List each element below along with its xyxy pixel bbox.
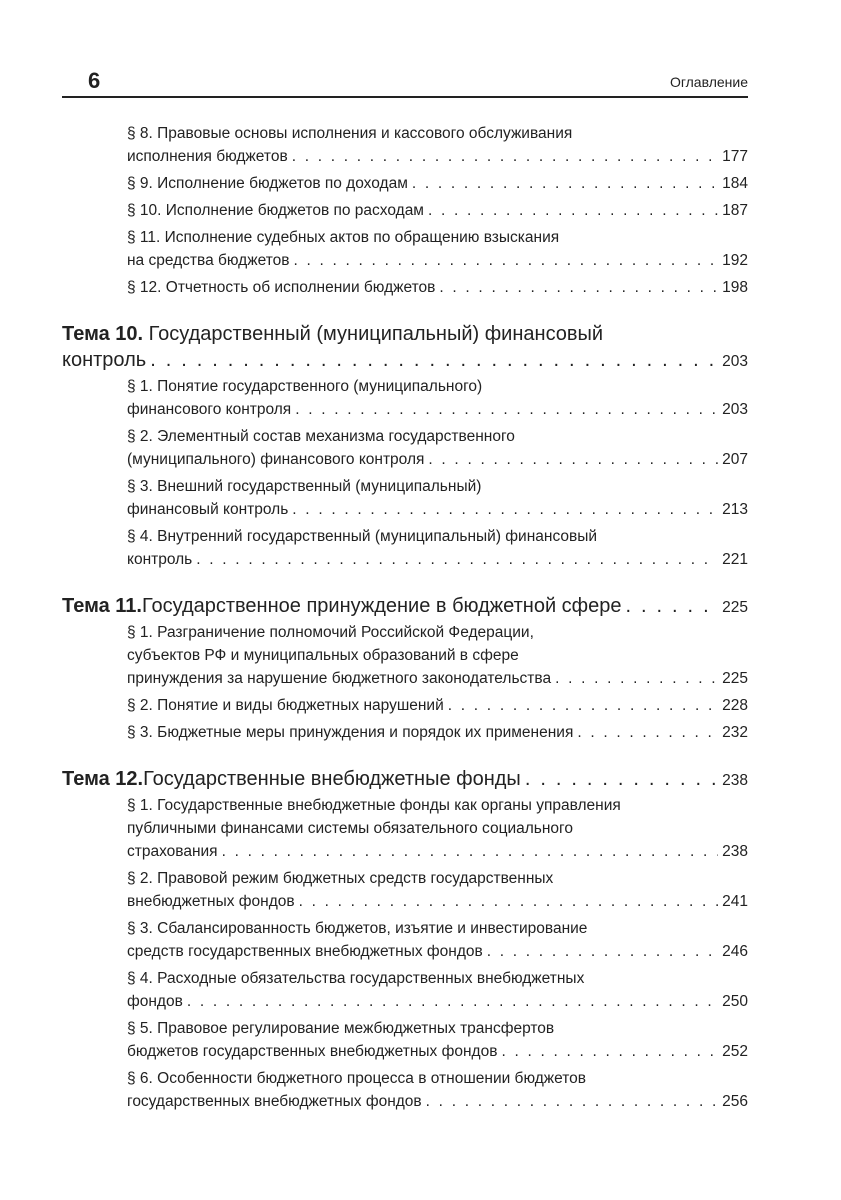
dot-leader (222, 840, 719, 863)
chapter-label: Тема 12. (62, 768, 144, 790)
entry-title: § 4. Внутренний государственный (муниципальный) финансовый (127, 528, 598, 545)
dot-leader (428, 199, 718, 222)
page-ref: 225 (722, 670, 748, 687)
toc-line (62, 347, 748, 373)
entry-title: бюджетов государственных внебюджетных фондов (127, 1043, 498, 1060)
toc-line (127, 840, 748, 863)
toc-line (127, 249, 748, 272)
entry-title: § 2. Правовой режим бюджетных средств государственных (127, 870, 554, 887)
toc-line (127, 940, 748, 963)
dot-leader (293, 249, 718, 272)
toc-section[interactable] (127, 475, 748, 521)
entry-title: внебюджетных фондов (127, 893, 295, 910)
toc-line (62, 766, 748, 792)
dot-leader (150, 347, 718, 373)
page-ref: 228 (722, 697, 748, 714)
entry-title: § 3. Внешний государственный (муниципальный) (127, 478, 482, 495)
entry-title: § 2. Элементный состав механизма государственного (127, 428, 515, 445)
entry-title: § 1. Разграничение полномочий Российской Федерации, (127, 624, 534, 641)
dot-leader (295, 398, 718, 421)
toc-section[interactable] (127, 425, 748, 471)
dot-leader (439, 276, 718, 299)
toc-section[interactable] (127, 967, 748, 1013)
toc-line (127, 721, 748, 744)
dot-leader (525, 766, 718, 792)
dot-leader (412, 172, 718, 195)
page-ref: 238 (722, 843, 748, 860)
toc-line (127, 990, 748, 1013)
dot-leader (448, 694, 718, 717)
toc-section[interactable] (127, 122, 748, 168)
page-ref: 184 (722, 175, 748, 192)
entry-title: Государственные внебюджетные фонды (143, 768, 521, 790)
dot-leader (426, 1090, 718, 1113)
toc-section[interactable] (127, 867, 748, 913)
toc-section[interactable] (127, 276, 748, 299)
toc-line (127, 967, 748, 990)
entry-title: контроль (62, 349, 147, 371)
page-ref: 207 (722, 451, 748, 468)
toc-line (127, 375, 748, 398)
toc-line (62, 321, 748, 347)
dot-leader (487, 940, 718, 963)
toc-line (127, 794, 748, 817)
dot-leader (626, 593, 719, 619)
entry-title: принуждения за нарушение бюджетного законодательства (127, 670, 552, 687)
chapter-label: Тема 10. (62, 323, 144, 345)
toc-line (127, 548, 748, 571)
toc-line (127, 1017, 748, 1040)
page-ref: 252 (722, 1043, 748, 1060)
entry-title: § 8. Правовые основы исполнения и кассового обслуживания (127, 125, 573, 142)
dot-leader (577, 721, 718, 744)
page-ref: 256 (722, 1093, 748, 1110)
toc-line (127, 667, 748, 690)
page-ref: 241 (722, 893, 748, 910)
toc-line (127, 525, 748, 548)
entry-title: субъектов РФ и муниципальных образований в сфере (127, 647, 519, 664)
toc-line (127, 1067, 748, 1090)
entry-title: Государственное принуждение в бюджетной сфере (142, 595, 622, 617)
entry-title: (муниципального) финансового контроля (127, 451, 425, 468)
page-header (62, 66, 748, 98)
toc-section[interactable] (127, 917, 748, 963)
toc-section[interactable] (127, 794, 748, 863)
toc-section[interactable] (127, 1017, 748, 1063)
toc-line (62, 593, 748, 619)
entry-title: § 2. Понятие и виды бюджетных нарушений (127, 697, 444, 714)
toc-section[interactable] (127, 226, 748, 272)
toc-line (127, 867, 748, 890)
toc-line (127, 448, 748, 471)
entry-title: финансового контроля (127, 401, 292, 418)
dot-leader (555, 667, 718, 690)
page-ref: 177 (722, 148, 748, 165)
toc-line (127, 817, 748, 840)
page-ref: 198 (722, 279, 748, 296)
entry-title: Государственный (муниципальный) финансовый (148, 323, 604, 345)
toc-section[interactable] (127, 721, 748, 744)
entry-title: контроль (127, 551, 193, 568)
toc-line (127, 425, 748, 448)
dot-leader (428, 448, 718, 471)
toc-line (127, 398, 748, 421)
toc-line (127, 621, 748, 644)
dot-leader (292, 145, 718, 168)
toc-line (127, 122, 748, 145)
entry-title: публичными финансами системы обязательного социального (127, 820, 573, 837)
dot-leader (299, 890, 719, 913)
toc-section[interactable] (127, 172, 748, 195)
toc-line (127, 475, 748, 498)
entry-title: финансовый контроль (127, 501, 289, 518)
toc-line (127, 890, 748, 913)
page-ref: 187 (722, 202, 748, 219)
entry-title: § 1. Государственные внебюджетные фонды как органы управления (127, 797, 621, 814)
entry-title: исполнения бюджетов (127, 148, 288, 165)
entry-title: § 1. Понятие государственного (муниципального) (127, 378, 483, 395)
dot-leader (292, 498, 718, 521)
toc-section[interactable] (127, 621, 748, 690)
toc-chapter[interactable] (62, 766, 748, 792)
entry-title: фондов (127, 993, 183, 1010)
entry-title: страхования (127, 843, 218, 860)
dot-leader (196, 548, 718, 571)
toc-section[interactable] (127, 525, 748, 571)
entry-title: § 3. Сбалансированность бюджетов, изъятие и инвестирование (127, 920, 588, 937)
entry-title: § 3. Бюджетные меры принуждения и порядок их применения (127, 724, 574, 741)
toc-line (127, 172, 748, 195)
toc-line (127, 498, 748, 521)
toc-section[interactable] (127, 199, 748, 222)
toc-line (127, 1090, 748, 1113)
entry-title: § 10. Исполнение бюджетов по расходам (127, 202, 424, 219)
table-of-contents (62, 122, 748, 1117)
toc-section[interactable] (127, 375, 748, 421)
toc-line (127, 1040, 748, 1063)
toc-line (127, 694, 748, 717)
toc-chapter[interactable] (62, 593, 748, 619)
chapter-label: Тема 11. (62, 595, 142, 617)
toc-section[interactable] (127, 1067, 748, 1113)
entry-title: на средства бюджетов (127, 252, 290, 269)
page-ref: 192 (722, 252, 748, 269)
entry-title: § 6. Особенности бюджетного процесса в отношении бюджетов (127, 1070, 587, 1087)
page-ref: 238 (722, 772, 748, 789)
page-ref: 246 (722, 943, 748, 960)
entry-title: средств государственных внебюджетных фондов (127, 943, 483, 960)
toc-line (127, 145, 748, 168)
running-title: Оглавление (669, 74, 748, 90)
page-ref: 213 (722, 501, 748, 518)
page-ref: 203 (722, 353, 748, 370)
page-ref: 250 (722, 993, 748, 1010)
entry-title: § 5. Правовое регулирование межбюджетных трансфертов (127, 1020, 555, 1037)
entry-title: § 4. Расходные обязательства государственных внебюджетных (127, 970, 585, 987)
page-ref: 225 (722, 599, 748, 616)
toc-line (127, 644, 748, 667)
page-ref: 203 (722, 401, 748, 418)
toc-chapter[interactable] (62, 321, 748, 373)
entry-title: § 11. Исполнение судебных актов по обращению взыскания (127, 229, 560, 246)
dot-leader (501, 1040, 718, 1063)
dot-leader (187, 990, 718, 1013)
toc-line (127, 199, 748, 222)
page-ref: 221 (722, 551, 748, 568)
toc-line (127, 226, 748, 249)
entry-title: § 12. Отчетность об исполнении бюджетов (127, 279, 436, 296)
toc-line (127, 917, 748, 940)
toc-section[interactable] (127, 694, 748, 717)
entry-title: государственных внебюджетных фондов (127, 1093, 422, 1110)
toc-line (127, 276, 748, 299)
page-ref: 232 (722, 724, 748, 741)
entry-title: § 9. Исполнение бюджетов по доходам (127, 175, 408, 192)
page-number: 6 (88, 68, 101, 93)
